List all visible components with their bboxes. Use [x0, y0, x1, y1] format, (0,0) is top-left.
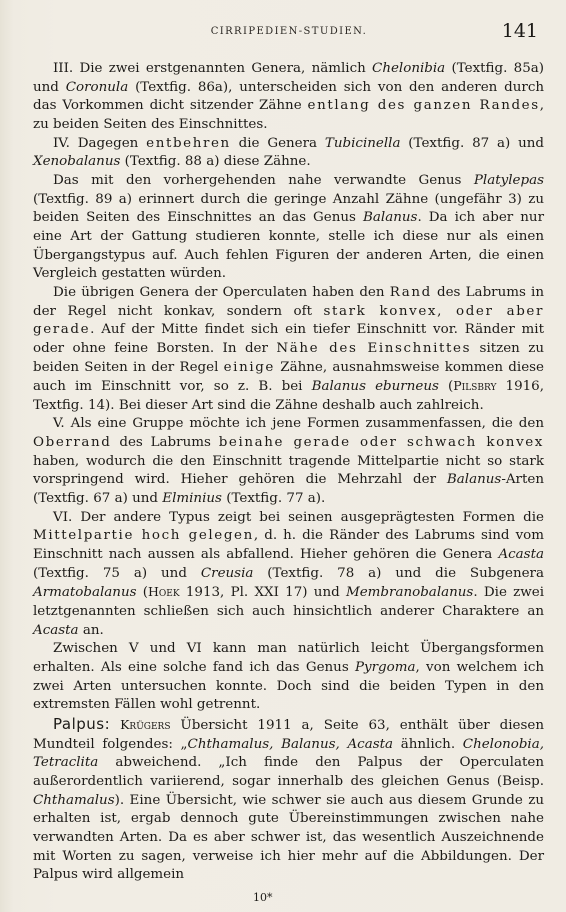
- italic-taxon: Balanus eburneus: [311, 379, 439, 395]
- text-run: (: [438, 379, 454, 395]
- author-name: Hoek: [148, 584, 180, 600]
- text-run: . Die zwei letztgenannten schließen sich auch hinsichtlich anderer Charaktere an: [33, 585, 545, 620]
- paragraph: [33, 640, 544, 715]
- text-run: Die übrigen Genera der Operculaten haben den: [53, 284, 390, 300]
- italic-taxon: Balanus: [446, 472, 502, 488]
- text-run: VI. Der andere Typus zeigt bei seinen ausgeprägtesten Formen die: [53, 509, 544, 525]
- paragraph: [33, 715, 544, 885]
- text-run: die Genera: [230, 135, 325, 151]
- text-run: (Textfig. 77 a).: [221, 491, 326, 507]
- text-run: an.: [78, 622, 104, 638]
- page-header: [32, 20, 546, 46]
- text-run: (Textfig. 89 a) erinnert durch die geringe Anzahl Zähne (ungefähr 3) zu beiden Seiten des Einschnittes an das Genus: [33, 191, 544, 226]
- italic-taxon: Membranobalanus: [345, 585, 474, 601]
- text-run: V. Als eine Gruppe möchte ich jene Formen zusammenfassen, die den: [53, 416, 544, 432]
- paragraph: [33, 172, 544, 284]
- text-run: Zähne, ausnahmsweise kommen diese auch im Einschnitt vor, so z. B. bei: [33, 359, 545, 395]
- text-run: 1913, Pl. XXI 17) und: [179, 585, 346, 601]
- text-run: III. Die zwei erstgenannten Genera, nämlich: [53, 61, 373, 76]
- text-run: , d. h. die Ränder des Labrums sind vom Einschnitt nach aussen als abfallend. Hieher gehören die Genera: [33, 528, 544, 563]
- text-run: Das mit den vorhergehenden nahe verwandte Genus: [53, 172, 474, 188]
- body-text: [33, 60, 544, 885]
- italic-taxon: Chelonobia, Tetraclita: [33, 736, 544, 771]
- running-head: CIRRIPEDIEN-STUDIEN.: [210, 26, 368, 37]
- italic-taxon: Pyrgoma: [355, 660, 416, 675]
- spaced-emphasis: entlang des ganzen Randes: [307, 98, 540, 114]
- text-run: , zu beiden Seiten des Einschnittes.: [33, 98, 544, 132]
- italic-taxon: Acasta: [33, 622, 79, 638]
- italic-taxon: Elminius: [162, 491, 222, 507]
- italic-taxon: Acasta: [498, 547, 544, 563]
- italic-taxon: Chthamalus: [33, 792, 115, 808]
- italic-taxon: Xenobalanus: [33, 154, 121, 170]
- text-run: (Textfig. 87 a) und: [400, 135, 544, 151]
- text-run: haben, wodurch die den Einschnitt tragende Mittelpartie nicht so stark vorspringend wird. Hieher gehören die Mehrzahl der: [33, 453, 544, 488]
- text-run: Übersicht 1911 a, Seite 63, enthält über diesen Mundteil folgendes: „: [33, 717, 544, 752]
- text-run: . Auf der Mitte findet sich ein tiefer Einschnitt vor. Ränder mit oder ohne feine Borsten. In der: [33, 322, 544, 356]
- text-run: ). Eine Übersicht, wie schwer sie auch aus diesem Grunde zu erhalten ist, ergab dennoch gute Übereinstimmungen zwischen nahe verwandten Arten. Da es aber schwer ist, das wesentlich Auszeichnende mit Worten zu sagen, verweise ich hier mehr auf die Abbildungen. Der Palpus wird allgemein: [33, 792, 544, 883]
- text-run: (Textfig. 85a) und: [33, 61, 544, 95]
- paragraph: [33, 284, 544, 416]
- spaced-emphasis: Rand: [389, 284, 432, 300]
- italic-taxon: Chelonibia: [372, 61, 446, 76]
- spaced-emphasis: einige: [223, 359, 275, 375]
- spaced-emphasis: Mittelpartie hoch gelegen: [33, 528, 254, 544]
- text-run: . Da ich aber nur eine Art der Gattung studieren konnte, stelle ich diese nur als einen Übergangstypus auf. Auch fehlen Figuren der anderen Arten, die einen Vergleich gestatten würden.: [33, 210, 545, 282]
- text-run: 1916, Textfig. 14). Bei dieser Art sind die Zähne deshalb auch zahlreich.: [33, 379, 544, 413]
- spaced-emphasis: Oberrand: [33, 435, 112, 451]
- italic-taxon: Coronula: [65, 79, 129, 95]
- text-run: Zwischen V und VI kann man natürlich leicht Übergangsformen erhalten. Als eine solche fand ich das Genus: [33, 641, 544, 675]
- text-run: (Textfig. 78 a) und die Subgenera: [253, 565, 544, 581]
- spaced-emphasis: entbehren: [146, 135, 231, 151]
- paragraph: [33, 135, 544, 172]
- spaced-emphasis: Nähe des Einschnittes: [276, 340, 472, 356]
- spaced-emphasis: stark konvex, oder aber gerade: [33, 303, 544, 338]
- author-name: Pilsbry: [453, 378, 497, 394]
- text-run: ähnlich.: [393, 736, 463, 752]
- text-run: sitzen zu beiden Seiten in der Regel: [33, 340, 544, 375]
- italic-taxon: Platylepas: [473, 172, 544, 188]
- text-run: des Labrums: [111, 435, 219, 451]
- spaced-emphasis: beinahe gerade oder schwach konvex: [218, 435, 544, 451]
- page-number: 141: [501, 20, 538, 42]
- section-heading: Palpus:: [53, 714, 111, 733]
- text-run: (Textfig. 75 a) und: [33, 565, 201, 581]
- paragraph: [33, 509, 544, 641]
- paragraph: [33, 415, 544, 508]
- paragraph: [33, 60, 544, 135]
- text-run: [110, 718, 120, 733]
- italic-taxon: Tubicinella: [324, 135, 401, 151]
- text-run: (: [136, 585, 149, 601]
- text-run: IV. Dagegen: [53, 135, 147, 151]
- italic-taxon: Balanus: [363, 210, 418, 226]
- italic-taxon: Chthamalus, Balanus, Acasta: [187, 736, 394, 752]
- printer-signature: 10*: [253, 891, 273, 904]
- italic-taxon: Armatobalanus: [33, 585, 137, 601]
- text-run: -Arten (Textfig. 67 a) und: [33, 472, 544, 507]
- text-run: abweichend. „Ich finde den Palpus der Operculaten außerordentlich variierend, sogar innerhalb des gleichen Genus (Beisp.: [33, 755, 544, 789]
- text-run: , von welchem ich zwei Arten untersuchen konnte. Doch sind die beiden Typen in den extremsten Fällen wohl getrennt.: [33, 660, 545, 713]
- italic-taxon: Creusia: [200, 565, 254, 581]
- text-run: (Textfig. 88 a) diese Zähne.: [120, 154, 311, 170]
- text-run: (Textfig. 86a), unterscheiden sich von den anderen durch das Vorkommen dicht sitzender Zähne: [33, 79, 544, 114]
- text-run: des Labrums in der Regel nicht konkav, sondern oft: [33, 284, 545, 319]
- author-name: Krügers: [120, 716, 171, 732]
